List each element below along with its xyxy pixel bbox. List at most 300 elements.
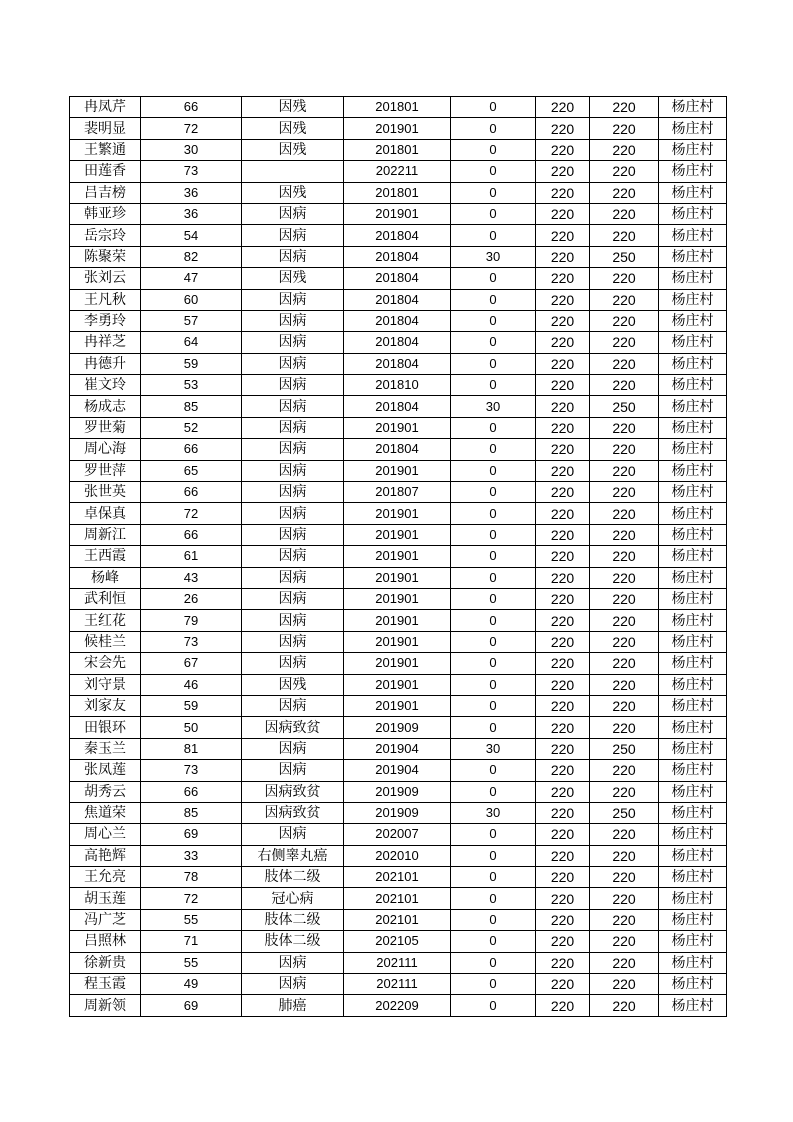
table-row — [70, 610, 727, 631]
date-cell: 202209 — [344, 995, 451, 1016]
total-amount-cell: 220 — [590, 888, 659, 909]
table-row — [70, 738, 727, 759]
date-cell: 202101 — [344, 888, 451, 909]
date-cell: 201901 — [344, 588, 451, 609]
name-cell: 徐新贵 — [70, 952, 141, 973]
village-cell: 杨庄村 — [659, 695, 727, 716]
name-cell: 焦道荣 — [70, 802, 141, 823]
reason-cell: 因病 — [242, 738, 344, 759]
date-cell: 201909 — [344, 802, 451, 823]
age-cell: 85 — [141, 396, 242, 417]
table-row — [70, 353, 727, 374]
reason-cell: 因病 — [242, 824, 344, 845]
age-cell: 81 — [141, 738, 242, 759]
name-cell: 冯广芝 — [70, 909, 141, 930]
extra-amount-cell: 0 — [451, 631, 536, 652]
total-amount-cell: 220 — [590, 161, 659, 182]
reason-cell: 因病 — [242, 203, 344, 224]
age-cell: 36 — [141, 182, 242, 203]
date-cell: 202010 — [344, 845, 451, 866]
extra-amount-cell: 0 — [451, 524, 536, 545]
table-row — [70, 760, 727, 781]
base-amount-cell: 220 — [536, 631, 590, 652]
date-cell: 201901 — [344, 417, 451, 438]
table-row — [70, 118, 727, 139]
date-cell: 201807 — [344, 482, 451, 503]
name-cell: 周新江 — [70, 524, 141, 545]
reason-cell: 因病 — [242, 375, 344, 396]
reason-cell: 因残 — [242, 139, 344, 160]
reason-cell: 因病 — [242, 246, 344, 267]
date-cell: 202101 — [344, 909, 451, 930]
name-cell: 吕吉榜 — [70, 182, 141, 203]
age-cell: 36 — [141, 203, 242, 224]
total-amount-cell: 220 — [590, 182, 659, 203]
total-amount-cell: 220 — [590, 674, 659, 695]
age-cell: 59 — [141, 695, 242, 716]
age-cell: 73 — [141, 161, 242, 182]
name-cell: 周心海 — [70, 439, 141, 460]
age-cell: 66 — [141, 97, 242, 118]
extra-amount-cell: 0 — [451, 867, 536, 888]
total-amount-cell: 220 — [590, 139, 659, 160]
date-cell: 201804 — [344, 246, 451, 267]
village-cell: 杨庄村 — [659, 909, 727, 930]
village-cell: 杨庄村 — [659, 460, 727, 481]
table-row — [70, 482, 727, 503]
extra-amount-cell: 0 — [451, 760, 536, 781]
age-cell: 43 — [141, 567, 242, 588]
name-cell: 张凤莲 — [70, 760, 141, 781]
name-cell: 周新领 — [70, 995, 141, 1016]
table-row — [70, 931, 727, 952]
total-amount-cell: 220 — [590, 546, 659, 567]
total-amount-cell: 250 — [590, 738, 659, 759]
table-row — [70, 225, 727, 246]
name-cell: 崔文玲 — [70, 375, 141, 396]
name-cell: 冉德升 — [70, 353, 141, 374]
table-row — [70, 203, 727, 224]
age-cell: 53 — [141, 375, 242, 396]
extra-amount-cell: 0 — [451, 909, 536, 930]
age-cell: 64 — [141, 332, 242, 353]
base-amount-cell: 220 — [536, 246, 590, 267]
age-cell: 65 — [141, 460, 242, 481]
reason-cell: 因残 — [242, 182, 344, 203]
reason-cell: 因病 — [242, 332, 344, 353]
reason-cell: 因病 — [242, 353, 344, 374]
table-row — [70, 888, 727, 909]
age-cell: 66 — [141, 524, 242, 545]
village-cell: 杨庄村 — [659, 588, 727, 609]
extra-amount-cell: 0 — [451, 931, 536, 952]
table-row — [70, 417, 727, 438]
base-amount-cell: 220 — [536, 588, 590, 609]
name-cell: 罗世萍 — [70, 460, 141, 481]
village-cell: 杨庄村 — [659, 289, 727, 310]
age-cell: 66 — [141, 439, 242, 460]
age-cell: 69 — [141, 995, 242, 1016]
total-amount-cell: 220 — [590, 760, 659, 781]
village-cell: 杨庄村 — [659, 118, 727, 139]
reason-cell: 冠心病 — [242, 888, 344, 909]
total-amount-cell: 220 — [590, 97, 659, 118]
date-cell: 201901 — [344, 674, 451, 695]
extra-amount-cell: 0 — [451, 161, 536, 182]
reason-cell: 因病 — [242, 567, 344, 588]
total-amount-cell: 220 — [590, 995, 659, 1016]
extra-amount-cell: 0 — [451, 460, 536, 481]
village-cell: 杨庄村 — [659, 310, 727, 331]
total-amount-cell: 220 — [590, 225, 659, 246]
total-amount-cell: 220 — [590, 653, 659, 674]
name-cell: 王凡秋 — [70, 289, 141, 310]
table-row — [70, 503, 727, 524]
name-cell: 田莲香 — [70, 161, 141, 182]
reason-cell: 肢体二级 — [242, 867, 344, 888]
base-amount-cell: 220 — [536, 161, 590, 182]
village-cell: 杨庄村 — [659, 375, 727, 396]
base-amount-cell: 220 — [536, 867, 590, 888]
village-cell: 杨庄村 — [659, 610, 727, 631]
extra-amount-cell: 0 — [451, 695, 536, 716]
reason-cell — [242, 161, 344, 182]
extra-amount-cell: 0 — [451, 482, 536, 503]
total-amount-cell: 220 — [590, 567, 659, 588]
base-amount-cell: 220 — [536, 610, 590, 631]
extra-amount-cell: 0 — [451, 439, 536, 460]
age-cell: 46 — [141, 674, 242, 695]
table-row — [70, 653, 727, 674]
name-cell: 宋会先 — [70, 653, 141, 674]
total-amount-cell: 220 — [590, 909, 659, 930]
reason-cell: 因病 — [242, 952, 344, 973]
date-cell: 202111 — [344, 974, 451, 995]
date-cell: 201901 — [344, 631, 451, 652]
total-amount-cell: 220 — [590, 695, 659, 716]
name-cell: 刘守景 — [70, 674, 141, 695]
extra-amount-cell: 0 — [451, 952, 536, 973]
date-cell: 201804 — [344, 332, 451, 353]
table-row — [70, 674, 727, 695]
total-amount-cell: 250 — [590, 396, 659, 417]
table-row — [70, 909, 727, 930]
name-cell: 裴明显 — [70, 118, 141, 139]
base-amount-cell: 220 — [536, 203, 590, 224]
reason-cell: 因病 — [242, 439, 344, 460]
reason-cell: 右侧睾丸癌 — [242, 845, 344, 866]
age-cell: 72 — [141, 503, 242, 524]
reason-cell: 因病 — [242, 503, 344, 524]
name-cell: 卓保真 — [70, 503, 141, 524]
extra-amount-cell: 0 — [451, 268, 536, 289]
reason-cell: 因病 — [242, 631, 344, 652]
base-amount-cell: 220 — [536, 974, 590, 995]
age-cell: 69 — [141, 824, 242, 845]
total-amount-cell: 220 — [590, 503, 659, 524]
date-cell: 201909 — [344, 717, 451, 738]
extra-amount-cell: 0 — [451, 118, 536, 139]
total-amount-cell: 220 — [590, 952, 659, 973]
total-amount-cell: 220 — [590, 268, 659, 289]
base-amount-cell: 220 — [536, 482, 590, 503]
base-amount-cell: 220 — [536, 182, 590, 203]
table-row — [70, 289, 727, 310]
date-cell: 201901 — [344, 695, 451, 716]
reason-cell: 因病 — [242, 460, 344, 481]
table-row — [70, 524, 727, 545]
date-cell: 201901 — [344, 653, 451, 674]
name-cell: 王允亮 — [70, 867, 141, 888]
reason-cell: 因残 — [242, 268, 344, 289]
base-amount-cell: 220 — [536, 802, 590, 823]
table-row — [70, 161, 727, 182]
table-row — [70, 781, 727, 802]
reason-cell: 因残 — [242, 97, 344, 118]
age-cell: 73 — [141, 760, 242, 781]
age-cell: 26 — [141, 588, 242, 609]
reason-cell: 因病 — [242, 588, 344, 609]
date-cell: 202111 — [344, 952, 451, 973]
extra-amount-cell: 0 — [451, 332, 536, 353]
name-cell: 候桂兰 — [70, 631, 141, 652]
total-amount-cell: 220 — [590, 482, 659, 503]
village-cell: 杨庄村 — [659, 417, 727, 438]
village-cell: 杨庄村 — [659, 97, 727, 118]
table-row — [70, 396, 727, 417]
date-cell: 201801 — [344, 182, 451, 203]
extra-amount-cell: 30 — [451, 738, 536, 759]
name-cell: 李勇玲 — [70, 310, 141, 331]
extra-amount-cell: 0 — [451, 203, 536, 224]
age-cell: 52 — [141, 417, 242, 438]
total-amount-cell: 220 — [590, 610, 659, 631]
extra-amount-cell: 0 — [451, 567, 536, 588]
reason-cell: 因病 — [242, 546, 344, 567]
village-cell: 杨庄村 — [659, 439, 727, 460]
village-cell: 杨庄村 — [659, 139, 727, 160]
date-cell: 202105 — [344, 931, 451, 952]
village-cell: 杨庄村 — [659, 738, 727, 759]
age-cell: 71 — [141, 931, 242, 952]
total-amount-cell: 220 — [590, 931, 659, 952]
age-cell: 49 — [141, 974, 242, 995]
total-amount-cell: 220 — [590, 845, 659, 866]
base-amount-cell: 220 — [536, 695, 590, 716]
base-amount-cell: 220 — [536, 845, 590, 866]
age-cell: 47 — [141, 268, 242, 289]
extra-amount-cell: 0 — [451, 417, 536, 438]
village-cell: 杨庄村 — [659, 503, 727, 524]
age-cell: 55 — [141, 909, 242, 930]
name-cell: 胡秀云 — [70, 781, 141, 802]
table-row — [70, 310, 727, 331]
base-amount-cell: 220 — [536, 225, 590, 246]
total-amount-cell: 220 — [590, 460, 659, 481]
extra-amount-cell: 0 — [451, 974, 536, 995]
reason-cell: 因病致贫 — [242, 717, 344, 738]
base-amount-cell: 220 — [536, 546, 590, 567]
extra-amount-cell: 0 — [451, 995, 536, 1016]
total-amount-cell: 220 — [590, 310, 659, 331]
table-row — [70, 439, 727, 460]
date-cell: 201901 — [344, 503, 451, 524]
extra-amount-cell: 0 — [451, 182, 536, 203]
table-row — [70, 952, 727, 973]
village-cell: 杨庄村 — [659, 802, 727, 823]
base-amount-cell: 220 — [536, 888, 590, 909]
name-cell: 罗世菊 — [70, 417, 141, 438]
table-row — [70, 268, 727, 289]
table-row — [70, 567, 727, 588]
date-cell: 201901 — [344, 546, 451, 567]
base-amount-cell: 220 — [536, 97, 590, 118]
extra-amount-cell: 0 — [451, 674, 536, 695]
date-cell: 201810 — [344, 375, 451, 396]
table-row — [70, 631, 727, 652]
village-cell: 杨庄村 — [659, 567, 727, 588]
village-cell: 杨庄村 — [659, 781, 727, 802]
date-cell: 202007 — [344, 824, 451, 845]
base-amount-cell: 220 — [536, 931, 590, 952]
total-amount-cell: 220 — [590, 631, 659, 652]
village-cell: 杨庄村 — [659, 824, 727, 845]
base-amount-cell: 220 — [536, 353, 590, 374]
total-amount-cell: 220 — [590, 717, 659, 738]
village-cell: 杨庄村 — [659, 845, 727, 866]
base-amount-cell: 220 — [536, 738, 590, 759]
reason-cell: 肺癌 — [242, 995, 344, 1016]
village-cell: 杨庄村 — [659, 396, 727, 417]
reason-cell: 因病 — [242, 417, 344, 438]
table-row — [70, 246, 727, 267]
village-cell: 杨庄村 — [659, 203, 727, 224]
total-amount-cell: 220 — [590, 867, 659, 888]
age-cell: 33 — [141, 845, 242, 866]
extra-amount-cell: 0 — [451, 97, 536, 118]
name-cell: 冉祥芝 — [70, 332, 141, 353]
base-amount-cell: 220 — [536, 952, 590, 973]
reason-cell: 因病 — [242, 310, 344, 331]
total-amount-cell: 220 — [590, 588, 659, 609]
extra-amount-cell: 0 — [451, 824, 536, 845]
village-cell: 杨庄村 — [659, 760, 727, 781]
date-cell: 201804 — [344, 268, 451, 289]
age-cell: 55 — [141, 952, 242, 973]
extra-amount-cell: 0 — [451, 610, 536, 631]
name-cell: 王繁通 — [70, 139, 141, 160]
total-amount-cell: 220 — [590, 824, 659, 845]
village-cell: 杨庄村 — [659, 182, 727, 203]
age-cell: 72 — [141, 118, 242, 139]
extra-amount-cell: 0 — [451, 588, 536, 609]
reason-cell: 因病 — [242, 524, 344, 545]
total-amount-cell: 220 — [590, 203, 659, 224]
village-cell: 杨庄村 — [659, 631, 727, 652]
reason-cell: 肢体二级 — [242, 931, 344, 952]
name-cell: 周心兰 — [70, 824, 141, 845]
age-cell: 59 — [141, 353, 242, 374]
date-cell: 201901 — [344, 610, 451, 631]
table-row — [70, 802, 727, 823]
table-row — [70, 182, 727, 203]
name-cell: 胡玉莲 — [70, 888, 141, 909]
base-amount-cell: 220 — [536, 417, 590, 438]
village-cell: 杨庄村 — [659, 867, 727, 888]
reason-cell: 因病 — [242, 225, 344, 246]
reason-cell: 因病 — [242, 396, 344, 417]
reason-cell: 因残 — [242, 118, 344, 139]
date-cell: 201804 — [344, 225, 451, 246]
base-amount-cell: 220 — [536, 375, 590, 396]
total-amount-cell: 220 — [590, 375, 659, 396]
date-cell: 201804 — [344, 289, 451, 310]
village-cell: 杨庄村 — [659, 353, 727, 374]
base-amount-cell: 220 — [536, 268, 590, 289]
total-amount-cell: 220 — [590, 781, 659, 802]
base-amount-cell: 220 — [536, 503, 590, 524]
total-amount-cell: 220 — [590, 974, 659, 995]
table-row — [70, 460, 727, 481]
base-amount-cell: 220 — [536, 310, 590, 331]
total-amount-cell: 220 — [590, 353, 659, 374]
name-cell: 武利恒 — [70, 588, 141, 609]
extra-amount-cell: 0 — [451, 653, 536, 674]
date-cell: 201804 — [344, 310, 451, 331]
extra-amount-cell: 0 — [451, 781, 536, 802]
reason-cell: 因病 — [242, 760, 344, 781]
reason-cell: 因残 — [242, 674, 344, 695]
extra-amount-cell: 0 — [451, 717, 536, 738]
extra-amount-cell: 30 — [451, 802, 536, 823]
name-cell: 陈聚荣 — [70, 246, 141, 267]
village-cell: 杨庄村 — [659, 974, 727, 995]
total-amount-cell: 220 — [590, 524, 659, 545]
date-cell: 201901 — [344, 203, 451, 224]
total-amount-cell: 220 — [590, 439, 659, 460]
date-cell: 201901 — [344, 118, 451, 139]
extra-amount-cell: 0 — [451, 310, 536, 331]
extra-amount-cell: 30 — [451, 396, 536, 417]
extra-amount-cell: 0 — [451, 845, 536, 866]
name-cell: 张刘云 — [70, 268, 141, 289]
total-amount-cell: 220 — [590, 118, 659, 139]
reason-cell: 因病 — [242, 974, 344, 995]
extra-amount-cell: 0 — [451, 289, 536, 310]
reason-cell: 因病 — [242, 482, 344, 503]
name-cell: 王西霞 — [70, 546, 141, 567]
name-cell: 程玉霞 — [70, 974, 141, 995]
table-row — [70, 695, 727, 716]
date-cell: 201801 — [344, 97, 451, 118]
table-row — [70, 995, 727, 1016]
table-row — [70, 824, 727, 845]
base-amount-cell: 220 — [536, 396, 590, 417]
base-amount-cell: 220 — [536, 118, 590, 139]
beneficiary-table — [69, 96, 727, 1017]
base-amount-cell: 220 — [536, 717, 590, 738]
extra-amount-cell: 0 — [451, 375, 536, 396]
reason-cell: 因病 — [242, 695, 344, 716]
extra-amount-cell: 0 — [451, 225, 536, 246]
name-cell: 杨成志 — [70, 396, 141, 417]
village-cell: 杨庄村 — [659, 268, 727, 289]
base-amount-cell: 220 — [536, 524, 590, 545]
age-cell: 66 — [141, 482, 242, 503]
age-cell: 78 — [141, 867, 242, 888]
date-cell: 201901 — [344, 567, 451, 588]
total-amount-cell: 220 — [590, 417, 659, 438]
